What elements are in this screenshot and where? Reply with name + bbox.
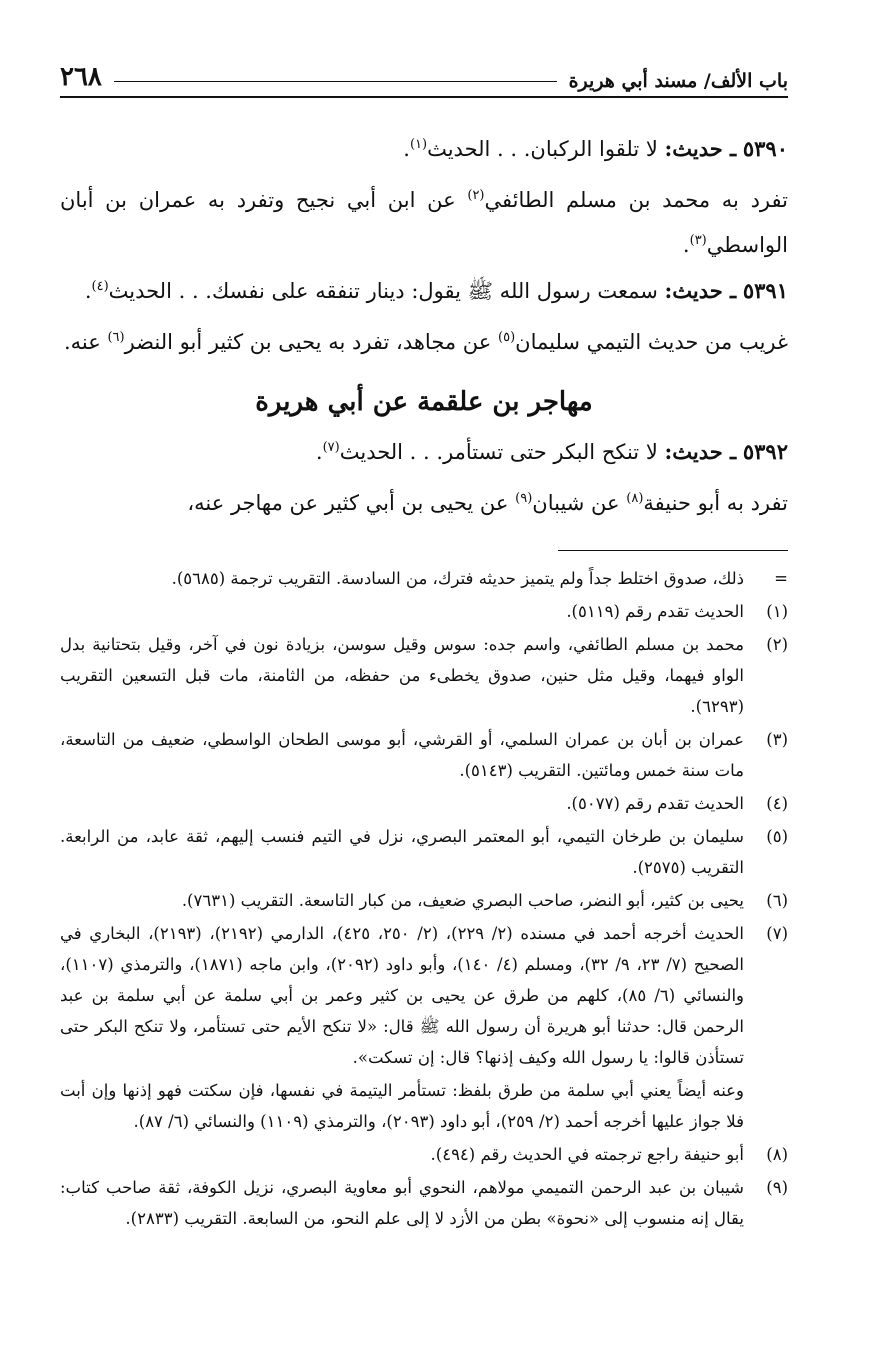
footnote-mark: (٦)	[766, 891, 788, 910]
footnote-ref: (٧)	[322, 440, 340, 455]
footnote-mark: (٣)	[766, 730, 788, 749]
footnote-ref: (٥)	[498, 330, 516, 345]
book-page	[60, 52, 788, 1342]
footnote-ref: (٢)	[467, 188, 485, 203]
footnote-separator	[558, 550, 788, 551]
footnote-mark: (٥)	[766, 827, 788, 846]
commentary-text: تفرد به أبو حنيفة	[643, 491, 788, 515]
footnote-text: محمد بن مسلم الطائفي، واسم جده: سوس وقيل سوسن، بزيادة نون في آخر، وقيل بتحتانية بدل الواو فيهما، وقيل مثل حنين، صدوق يخطىء من حفظه، من الثامنة، مات قبل التسعين التقريب (٦٢٩٣).	[60, 635, 744, 716]
footnote-text: شيبان بن عبد الرحمن التميمي مولاهم، النحوي أبو معاوية البصري، نزيل الكوفة، ثقة صاحب كتاب: يقال إنه منسوب إلى «نحوة» بطن من الأزد لا إلى علم النحو، من السابعة. التقريب (٢٨٣٣).	[60, 1178, 744, 1228]
hadith-text: لا تلقوا الركبان. . . الحديث	[427, 137, 658, 161]
footnote-ref: (٤)	[91, 279, 109, 294]
hadith-entry-5391	[60, 268, 788, 314]
footnote-ref: (٣)	[689, 233, 707, 248]
hadith-entry-5392	[60, 429, 788, 475]
footnote-3	[60, 724, 788, 786]
commentary-paragraph	[60, 481, 788, 526]
footnote-mark: (٩)	[766, 1178, 788, 1197]
main-text	[60, 126, 788, 526]
footnote-text: الحديث أخرجه أحمد في مسنده (٢/ ٢٢٩)، (٢/ ٢٥٠، ٤٢٥)، الدارمي (٢١٩٢)، (٢١٩٣)، البخاري في الصحيح (٧/ ٢٣، ٩/ ٣٢)، ومسلم (٤/ ١٤٠)، وأبو داود (٢٠٩٢)، وابن ماجه (١٨٧١)، والترمذي (١١٠٧)، والنسائي (٦/ ٨٥)، كلهم من طرق عن يحيى بن كثير وعمر بن أبي سلمة عن أبي سلمة بن عبد الرحمن قال: حدثنا أبو هريرة أن رسول الله ﷺ قال: «لا تنكح الأيم حتى تستأمر، ولا تنكح البكر حتى تستأذن قالوا: يا رسول الله وكيف إذنها؟ قال: إن تسكت».	[60, 924, 744, 1067]
commentary-text: عنه.	[63, 330, 101, 354]
hadith-text: لا تنكح البكر حتى تستأمر. . . الحديث	[339, 440, 658, 464]
footnote-text: يحيى بن كثير، أبو النضر، صاحب البصري ضعيف، من كبار التاسعة. التقريب (٧٦٣١).	[181, 891, 744, 910]
footnote-2	[60, 629, 788, 722]
section-heading: مهاجر بن علقمة عن أبي هريرة	[255, 387, 593, 417]
footnote-8	[60, 1139, 788, 1170]
footnote-4	[60, 788, 788, 819]
footnote-mark: (٨)	[766, 1145, 788, 1164]
footnote-ref: (١)	[409, 137, 428, 152]
hadith-number: ٥٣٩٠	[742, 136, 788, 161]
commentary-text: عن شيبان	[532, 491, 620, 515]
period: .	[403, 137, 410, 161]
footnote-9	[60, 1172, 788, 1234]
hadith-keyword: ـ حديث:	[664, 136, 737, 161]
footnote-mark: (٧)	[766, 924, 788, 943]
footnote-text: الحديث تقدم رقم (٥٠٧٧).	[566, 794, 744, 813]
hadith-keyword: ـ حديث:	[664, 439, 737, 464]
hadith-number: ٥٣٩١	[742, 278, 788, 303]
footnote-ref: (٨)	[626, 491, 644, 506]
page-header	[60, 52, 788, 98]
commentary-text: عن يحيى بن أبي كثير عن مهاجر عنه،	[187, 491, 509, 515]
footnote-text: سليمان بن طرخان التيمي، أبو المعتمر البصري، نزل في التيم فنسب إليهم، ثقة عابد، من الرابعة. التقريب (٢٥٧٥).	[60, 827, 744, 877]
footnote-mark: (١)	[766, 602, 788, 621]
footnote-7-continuation: وعنه أيضاً يعني أبي سلمة من طرق بلفظ: تستأمر اليتيمة في نفسها، فإن سكتت فهو إذنها وإن أبت فلا جواز عليها أخرجه أحمد (٢/ ٢٥٩)، أبو داود (٢٠٩٣)، والترمذي (١١٠٩) والنسائي (٦/ ٨٧).	[60, 1081, 744, 1131]
footnotes	[60, 563, 788, 1234]
page-number: ٢٦٨	[60, 62, 102, 92]
hadith-number: ٥٣٩٢	[742, 439, 788, 464]
footnote-continuation	[60, 563, 788, 594]
period: .	[315, 440, 323, 464]
footnote-6	[60, 885, 788, 916]
commentary-text: عن مجاهد، تفرد به يحيى بن كثير أبو النضر	[124, 330, 492, 354]
footnote-text: الحديث تقدم رقم (٥١١٩).	[566, 602, 744, 621]
commentary-text: عن ابن أبي نجيح وتفرد به عمران بن أبان الواسطي	[60, 188, 788, 257]
footnote-mark: (٤)	[766, 794, 788, 813]
hadith-entry-5390	[60, 126, 788, 172]
footnote-text: أبو حنيفة راجع ترجمته في الحديث رقم (٤٩٤).	[430, 1145, 744, 1164]
footnote-ref: (٦)	[107, 330, 125, 345]
footnote-text: ذلك، صدوق اختلط جداً ولم يتميز حديثه فترك، من السادسة. التقريب ترجمة (٥٦٨٥).	[171, 569, 744, 588]
footnote-5	[60, 821, 788, 883]
footnote-mark: =	[774, 569, 788, 588]
footnote-text: عمران بن أبان بن عمران السلمي، أو القرشي، أبو موسى الطحان الواسطي، ضعيف من التاسعة، مات سنة خمس ومائتين. التقريب (٥١٤٣).	[60, 730, 744, 780]
footnote-1	[60, 596, 788, 627]
footnote-mark: (٢)	[766, 635, 788, 654]
commentary-paragraph	[60, 320, 788, 365]
period: .	[682, 233, 690, 257]
hadith-keyword: ـ حديث:	[664, 278, 737, 303]
commentary-text: تفرد به محمد بن مسلم الطائفي	[484, 188, 788, 212]
running-title: باب الألف/ مسند أبي هريرة	[568, 70, 788, 92]
commentary-paragraph	[60, 178, 788, 268]
hadith-text: سمعت رسول الله ﷺ يقول: دينار تنفقه على نفسك. . . الحديث	[108, 279, 658, 303]
commentary-text: غريب من حديث التيمي سليمان	[515, 330, 788, 354]
header-rule	[114, 80, 557, 82]
footnote-ref: (٩)	[515, 491, 533, 506]
period: .	[84, 279, 92, 303]
footnote-7	[60, 918, 788, 1073]
